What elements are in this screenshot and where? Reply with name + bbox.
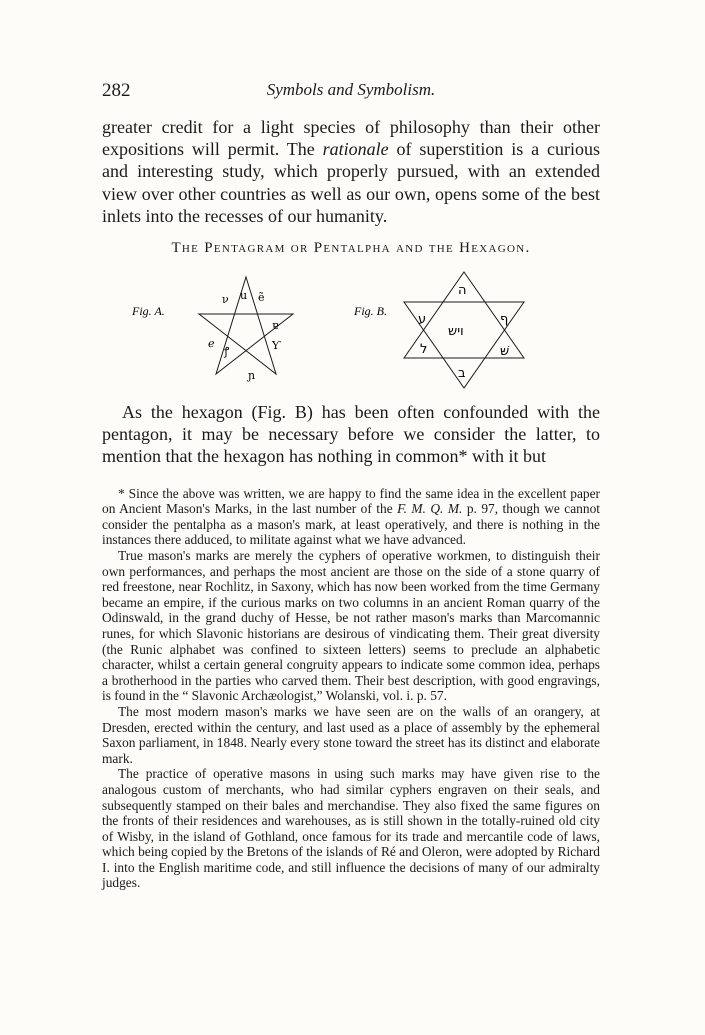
book-page: [102, 80, 600, 891]
intro-text-2: of superstition is a curious and interesting study, which properly pursued, with an extended view over other countries as well as our own, opens some of the best inlets into the recesses of our humanity.: [102, 139, 600, 226]
fig-b-glyph-2: ע: [418, 312, 427, 328]
fig-b-glyph-7: ב: [458, 366, 466, 382]
page-number: 282: [102, 80, 131, 101]
fig-a-glyph-7: ꝭ: [224, 345, 230, 359]
footnote-1-text-a: * Since the above was written, we are happy to find the same idea in the excellent paper on Ancient Mason's Marks, in the last number of the: [102, 485, 600, 517]
fig-b-glyph-6: ּשׁ: [500, 344, 510, 360]
fig-a-glyph-8: ɲ: [248, 369, 256, 383]
running-title: Symbols and Symbolism.: [266, 80, 436, 99]
footnote-1: [102, 486, 600, 548]
intro-text-1: greater credit for a light species of philosophy than their other expositions will permit. The: [102, 117, 600, 160]
footnote-2: True mason's marks are merely the cyphers of operative workmen, to distinguish their own performances, and perhaps the most ancient are those on the side of a stone quarry of red freestone, near Rochlitz, in Saxony, which has now been worked from the time Germany became an empire, if the curious marks on two columns in an ancient Roman quarry of the Odinswald, in the grand duchy of Hesse, be not rather mason's marks than Marcomannic runes, for which Slavonic historians are desirous of vindicating them. Their great diversity (the Runic alphabet was confined to sixteen letters) seems to preclude an alphabetic character, whilst a certain general congruity appears to indicate some common idea, perhaps a brotherhood in the parties who carved them. Their best description, with good engravings, is found in the “ Slavonic Archæologist,” Wolanski, vol. i. p. 57.: [102, 548, 600, 704]
figures-illustration: [102, 265, 600, 393]
rationale-word: rationale: [322, 139, 389, 160]
fig-a-glyph-5: Ƴ: [272, 339, 281, 353]
footnote-4: The practice of operative masons in using such marks may have given rise to the analogous custom of merchants, who had similar cyphers engraven on their seals, and subsequently stamped on their bales and merchandise. They also fixed the same figures on the fronts of their residences and warehouses, as is still shown in the totally-ruined old city of Wisby, in the island of Gothland, once famous for its trade and mercantile code of laws, which being copied by the Bretons of the islands of Ré and Oleron, were adopted by Richard I. into the English maritime code, and still influence the decisions of many of our admiralty judges.: [102, 766, 600, 891]
fig-a-glyph-2: u: [240, 289, 248, 303]
fig-a-glyph-4: ɐ: [272, 319, 279, 333]
fig-b-glyph-4: ויש: [448, 324, 464, 340]
intro-paragraph: [102, 116, 600, 227]
page-header: [102, 80, 600, 108]
fig-a-label: Fig. A.: [132, 304, 165, 319]
fig-a-glyph-6: ℯ: [208, 337, 215, 351]
figures-block: [102, 265, 600, 393]
fig-b-glyph-3: ף: [500, 312, 509, 328]
footnote-3: The most modern mason's marks we have seen are on the walls of an orangery, at Dresden, erected within the century, and last used as a place of assembly by the ephemeral Saxon parliament, in 1848. Nearly every stone toward the street has its distinct and elaborate mark.: [102, 703, 600, 766]
footnote-1-italic: F. M. Q. M.: [397, 501, 463, 517]
section-heading: The Pentagram or Pentalpha and the Hexagon.: [171, 240, 531, 257]
main-paragraph-text: As the hexagon (Fig. B) has been often confounded with the pentagon, it may be necessary before we consider the latter, to mention that the hexagon has nothing in common* with it but: [102, 402, 600, 467]
fig-a-glyph-1: ν: [222, 293, 229, 307]
footnotes: [102, 486, 600, 891]
footnote-1-text-b: p. 97, though we cannot consider the pentalpha as a mason's mark, at least operatively, and there is nothing in the instances there adduced, to militate against what we have advanced.: [102, 501, 600, 548]
fig-b-glyph-1: ה: [458, 283, 467, 299]
fig-b-label: Fig. B.: [354, 304, 387, 319]
fig-a-glyph-3: ẽ: [258, 291, 265, 305]
main-paragraph: [102, 401, 600, 468]
fig-b-glyph-5: ל: [420, 342, 428, 358]
